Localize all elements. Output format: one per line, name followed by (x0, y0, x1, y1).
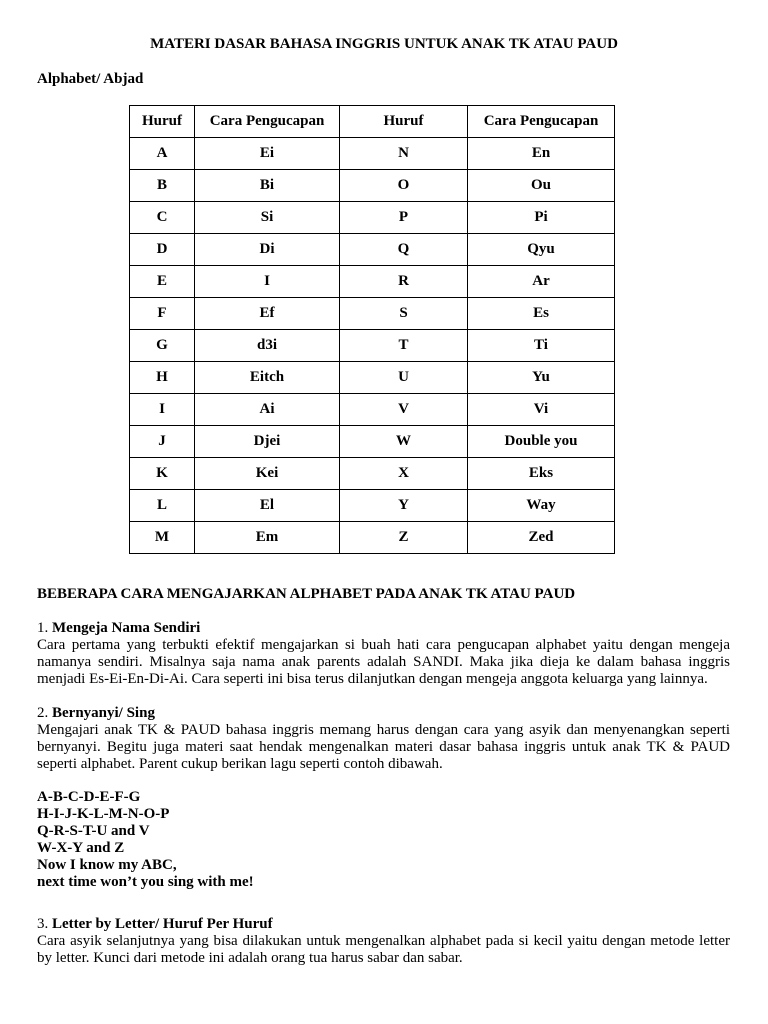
pronunciation-cell: Djei (195, 426, 340, 458)
letter-cell: D (130, 234, 195, 266)
alphabet-song (37, 789, 254, 891)
method-heading: 2. Bernyanyi/ Sing (37, 705, 155, 721)
pronunciation-cell: Eitch (195, 362, 340, 394)
letter-cell: J (130, 426, 195, 458)
table-row (130, 170, 615, 202)
song-line: A-B-C-D-E-F-G (37, 789, 141, 805)
pronunciation-cell: Vi (468, 394, 615, 426)
pronunciation-cell: Double you (468, 426, 615, 458)
pronunciation-cell: Ai (195, 394, 340, 426)
letter-cell: M (130, 522, 195, 554)
song-line: Now I know my ABC, (37, 857, 177, 873)
letter-cell: I (130, 394, 195, 426)
letter-cell: P (340, 202, 468, 234)
document-title: MATERI DASAR BAHASA INGGRIS UNTUK ANAK TK ATAU PAUD (150, 36, 618, 52)
letter-cell: T (340, 330, 468, 362)
pronunciation-cell: Ei (195, 138, 340, 170)
letter-cell: V (340, 394, 468, 426)
table-row (130, 138, 615, 170)
letter-cell: W (340, 426, 468, 458)
song-line: next time won’t you sing with me! (37, 874, 254, 890)
table-row (130, 298, 615, 330)
header-cara-pengucapan: Cara Pengucapan (468, 106, 615, 138)
pronunciation-cell: Di (195, 234, 340, 266)
section-heading: BEBERAPA CARA MENGAJARKAN ALPHABET PADA ANAK TK ATAU PAUD (37, 586, 576, 602)
table-row (130, 362, 615, 394)
pronunciation-cell: Ou (468, 170, 615, 202)
pronunciation-cell: Yu (468, 362, 615, 394)
pronunciation-cell: Qyu (468, 234, 615, 266)
letter-cell: S (340, 298, 468, 330)
pronunciation-cell: Kei (195, 458, 340, 490)
pronunciation-cell: En (468, 138, 615, 170)
method-2 (37, 705, 730, 773)
letter-cell: Z (340, 522, 468, 554)
table-header-row (130, 106, 615, 138)
method-body: Cara asyik selanjutnya yang bisa dilakukan untuk mengenalkan alphabet pada si kecil yaitu dengan metode letter by letter. Kunci dari metode ini adalah orang tua harus sabar dan sabar. (37, 933, 730, 966)
pronunciation-cell: d3i (195, 330, 340, 362)
pronunciation-cell: Way (468, 490, 615, 522)
letter-cell: X (340, 458, 468, 490)
method-3 (37, 916, 730, 967)
method-body: Cara pertama yang terbukti efektif mengajarkan si buah hati cara pengucapan alphabet yaitu dengan mengeja namanya sendiri. Misalnya saja nama anak parents adalah SANDI. Maka jika dieja ke dalam bahasa inggris menjadi Es-Ei-En-Di-Ai. Cara seperti ini bisa terus dilanjutkan dengan mengeja anggota keluarga yang lainnya. (37, 637, 730, 687)
pronunciation-cell: Zed (468, 522, 615, 554)
pronunciation-cell: Ef (195, 298, 340, 330)
pronunciation-cell: Ar (468, 266, 615, 298)
letter-cell: G (130, 330, 195, 362)
table-row (130, 426, 615, 458)
table-row (130, 234, 615, 266)
table-row (130, 458, 615, 490)
table-row (130, 266, 615, 298)
table-row (130, 522, 615, 554)
letter-cell: A (130, 138, 195, 170)
letter-cell: N (340, 138, 468, 170)
method-body: Mengajari anak TK & PAUD bahasa inggris memang harus dengan cara yang asyik dan menyenangkan seperti bernyanyi. Begitu juga materi saat hendak mengenalkan materi dasar bahasa inggris untuk anak TK & PAUD seperti alphabet. Parent cukup berikan lagu seperti contoh dibawah. (37, 722, 730, 772)
header-huruf: Huruf (340, 106, 468, 138)
method-1 (37, 620, 730, 688)
letter-cell: Q (340, 234, 468, 266)
method-heading: 1. Mengeja Nama Sendiri (37, 620, 201, 636)
letter-cell: E (130, 266, 195, 298)
table-row (130, 330, 615, 362)
letter-cell: K (130, 458, 195, 490)
song-line: H-I-J-K-L-M-N-O-P (37, 806, 170, 822)
table-row (130, 394, 615, 426)
letter-cell: H (130, 362, 195, 394)
header-cara-pengucapan: Cara Pengucapan (195, 106, 340, 138)
method-heading: 3. Letter by Letter/ Huruf Per Huruf (37, 916, 273, 932)
letter-cell: B (130, 170, 195, 202)
pronunciation-cell: Bi (195, 170, 340, 202)
table-row (130, 490, 615, 522)
song-line: W-X-Y and Z (37, 840, 125, 856)
pronunciation-cell: Pi (468, 202, 615, 234)
pronunciation-cell: Es (468, 298, 615, 330)
pronunciation-cell: I (195, 266, 340, 298)
header-huruf: Huruf (130, 106, 195, 138)
pronunciation-cell: Si (195, 202, 340, 234)
alphabet-subtitle: Alphabet/ Abjad (37, 71, 144, 87)
pronunciation-cell: Ti (468, 330, 615, 362)
letter-cell: C (130, 202, 195, 234)
letter-cell: F (130, 298, 195, 330)
table-row (130, 202, 615, 234)
letter-cell: U (340, 362, 468, 394)
letter-cell: Y (340, 490, 468, 522)
song-line: Q-R-S-T-U and V (37, 823, 150, 839)
pronunciation-cell: Em (195, 522, 340, 554)
letter-cell: O (340, 170, 468, 202)
pronunciation-cell: El (195, 490, 340, 522)
letter-cell: R (340, 266, 468, 298)
alphabet-table (129, 105, 615, 554)
letter-cell: L (130, 490, 195, 522)
pronunciation-cell: Eks (468, 458, 615, 490)
